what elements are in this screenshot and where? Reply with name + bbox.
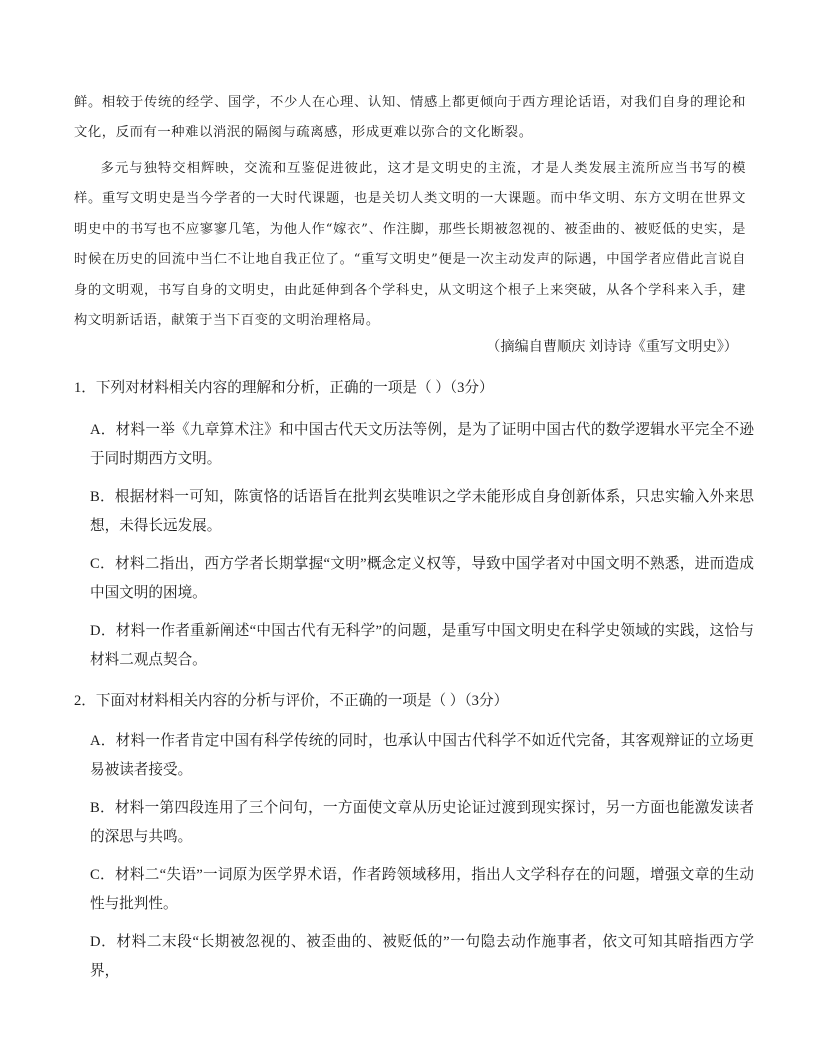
question-1-option-d: D．材料一作者重新阐述“中国古代有无科学”的问题，是重写中国文明史在科学史领域的实践，这恰与材料二观点契合。 bbox=[90, 623, 754, 668]
question-2-option-d: D．材料二末段“长期被忽视的、被歪曲的、被贬低的”一句隐去动作施事者，依文可知其暗指西方学界， bbox=[90, 934, 754, 979]
passage-text: 鲜。相较于传统的经学、国学，不少人在心理、认知、情感上都更倾向于西方理论话语，对我们自身的理论和文化，反而有一种难以消泯的隔阂与疏离感，形成更难以弥合的文化断裂。 bbox=[74, 95, 746, 141]
question-2-stem: 2．下面对材料相关内容的分析与评价，不正确的一项是（ ）（3分） bbox=[74, 693, 509, 709]
question-1-option-a: A．材料一举《九章算术注》和中国古代天文历法等例，是为了证明中国古代的数学逻辑水平完全不逊于同时期西方文明。 bbox=[90, 422, 754, 467]
source-citation: （摘编自曹顺庆 刘诗诗《重写文明史》） bbox=[486, 339, 738, 355]
question-2-option-b: B．材料一第四段连用了三个问句，一方面使文章从历史论证过渡到现实探讨，另一方面也能激发读者的深思与共鸣。 bbox=[90, 800, 754, 845]
question-1-option-b: B．根据材料一可知，陈寅恪的话语旨在批判玄奘唯识之学未能形成自身创新体系，只忠实输入外来思想，未得长远发展。 bbox=[90, 489, 754, 534]
question-2-option-c: C．材料二“失语”一词原为医学界术语，作者跨领域移用，指出人文学科存在的问题，增强文章的生动性与批判性。 bbox=[90, 867, 754, 912]
passage-paragraph-1 bbox=[74, 88, 746, 149]
question-2-option-a: A．材料一作者肯定中国有科学传统的同时，也承认中国古代科学不如近代完备，其客观辩证的立场更易被读者接受。 bbox=[90, 733, 754, 778]
question-1-stem: 1．下列对材料相关内容的理解和分析，正确的一项是（ ）（3分） bbox=[74, 380, 494, 396]
passage-paragraph-2 bbox=[74, 154, 746, 336]
question-1-option-c: C．材料二指出，西方学者长期掌握“文明”概念定义权等，导致中国学者对中国文明不熟悉，进而造成中国文明的困境。 bbox=[90, 556, 754, 601]
passage-text: 多元与独特交相辉映，交流和互鉴促进彼此，这才是文明史的主流，才是人类发展主流所应当书写的模样。重写文明史是当今学者的一大时代课题，也是关切人类文明的一大课题。而中华文明、东方文明在世界文明史中的书写也不应寥寥几笔，为他人作“嫁衣”、作注脚，那些长期被忽视的、被歪曲的、被贬低的史实，是时候在历史的回流中当仁不让地自我正位了。“重写文明史”便是一次主动发声的际遇，中国学者应借此言说自身的文明观，书写自身的文明史，由此延伸到各个学科史，从文明这个根子上来突破，从各个学科来入手，建构文明新话语，献策于当下百变的文明治理格局。 bbox=[74, 161, 746, 329]
